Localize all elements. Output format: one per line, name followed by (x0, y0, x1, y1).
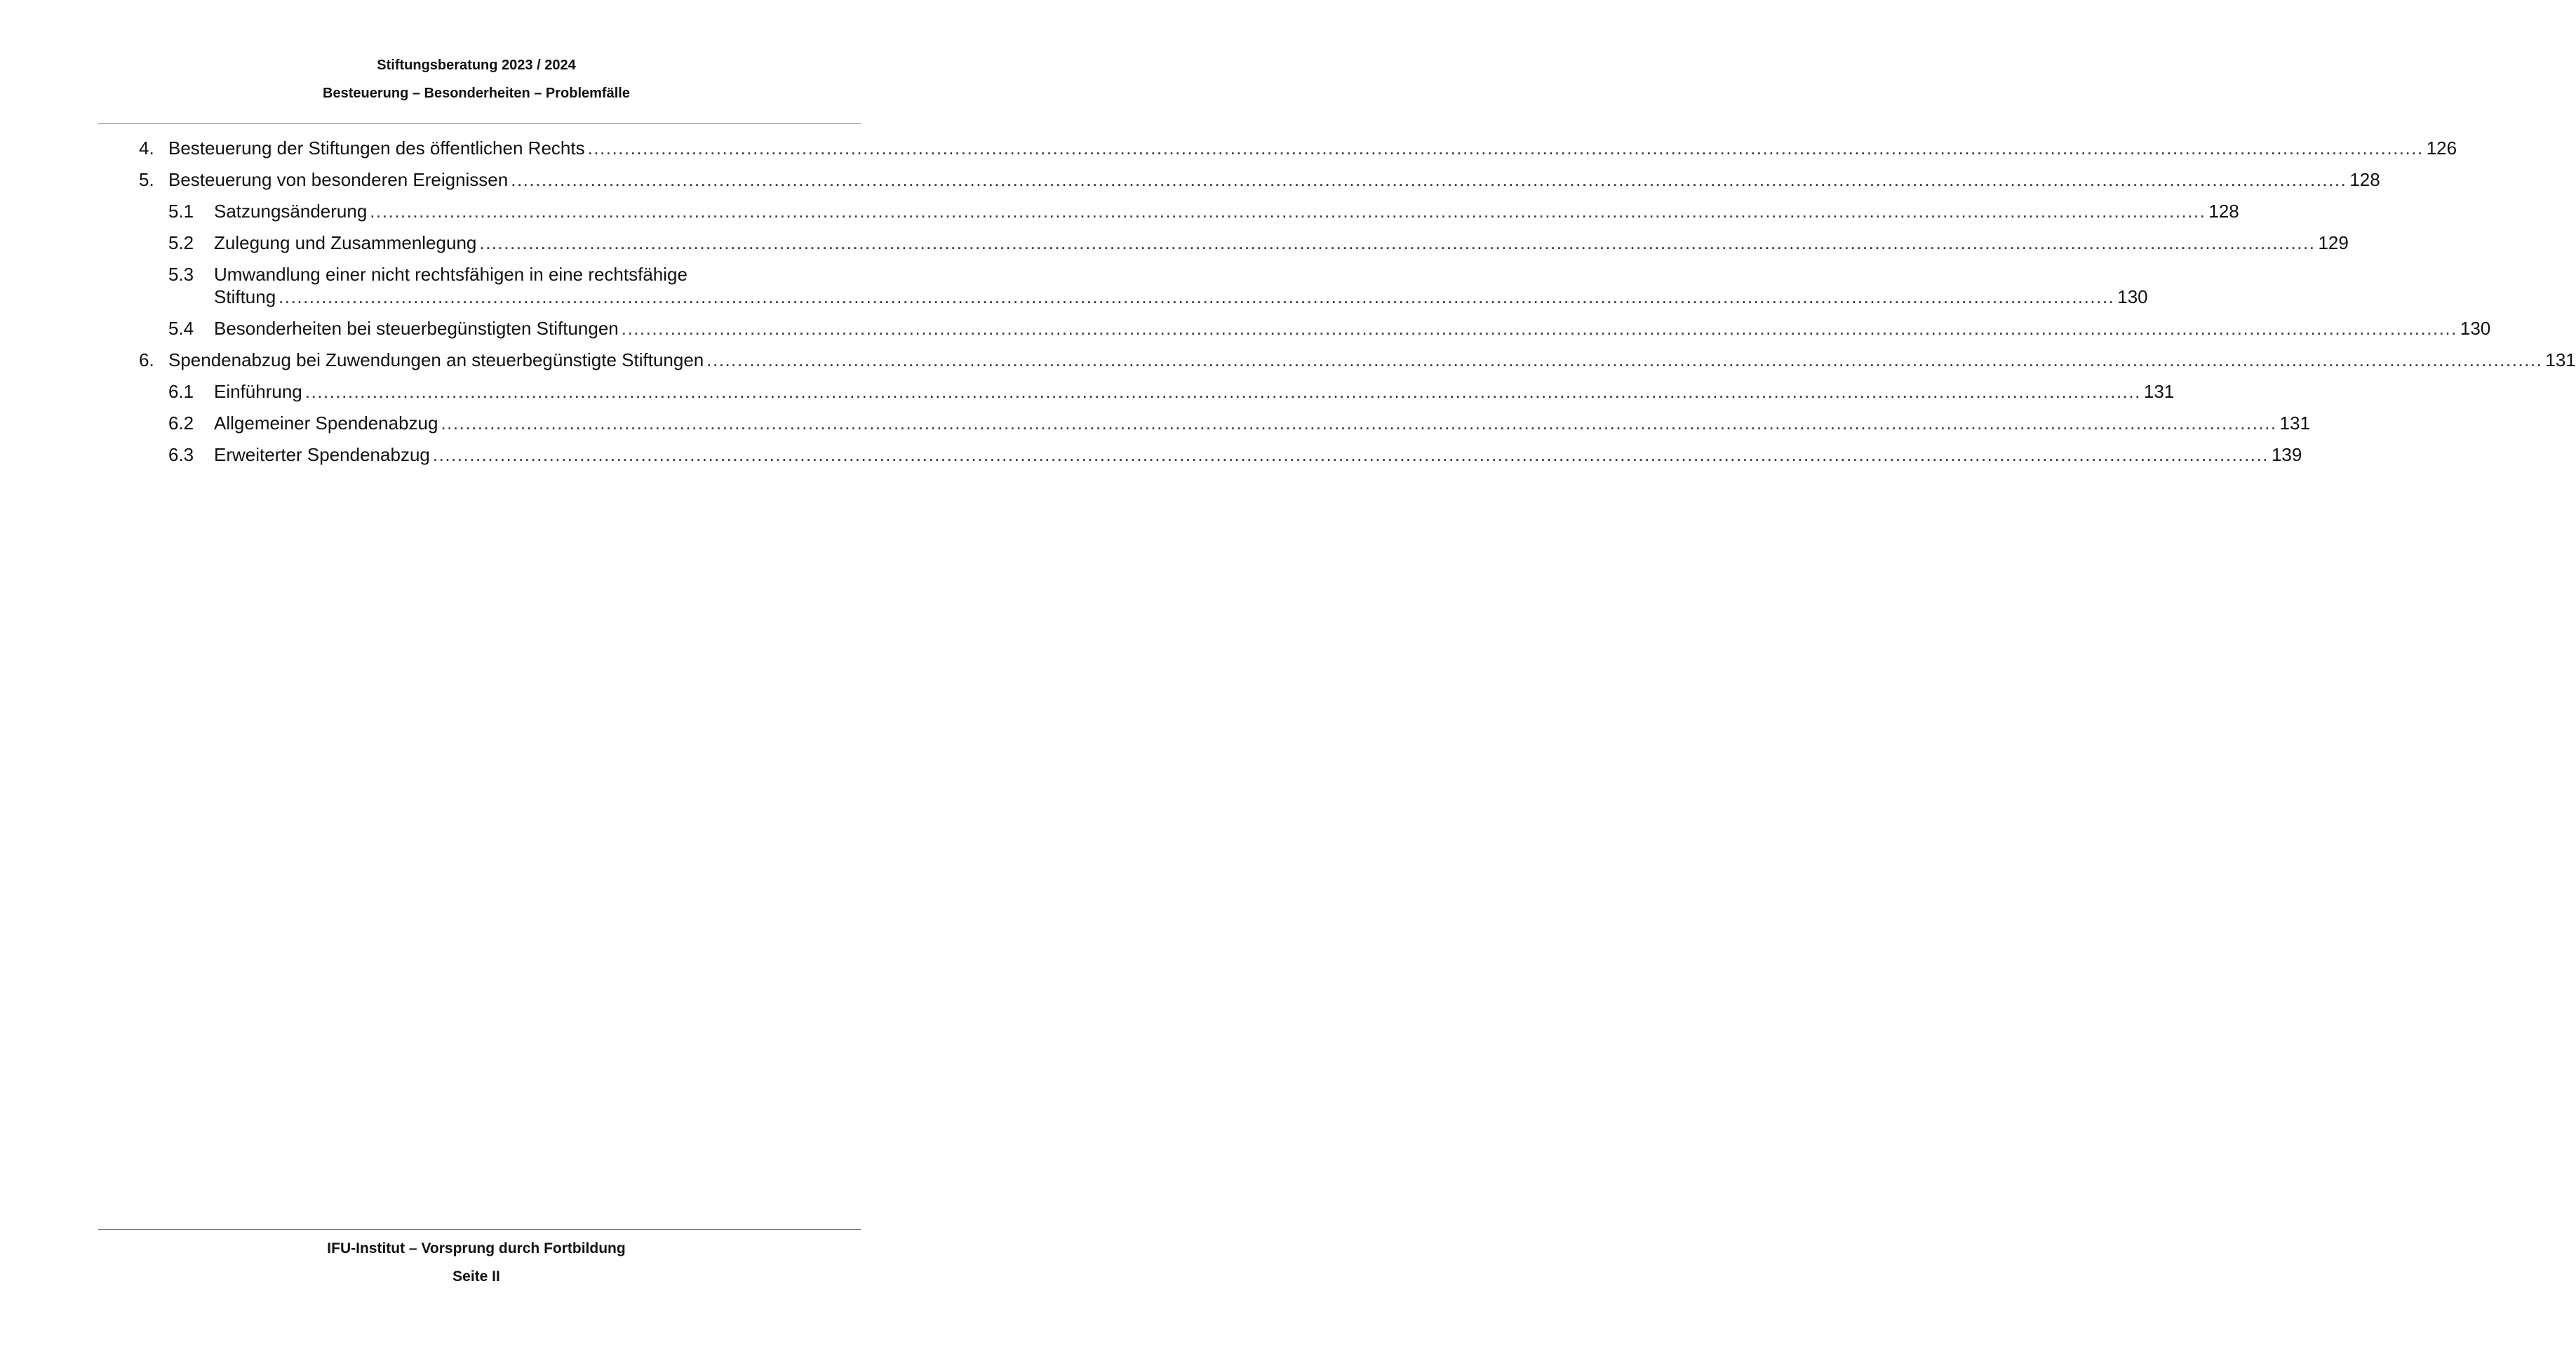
toc-entry-4[interactable] (0, 137, 2457, 159)
header-subtitle: Besteuerung – Besonderheiten – Problemfälle (323, 86, 630, 101)
toc-entry-5[interactable] (0, 168, 2380, 191)
toc-entry-number: 4. (139, 138, 154, 159)
toc-dot-leader: ............................................................................................................................................................................................................................................................................................................ (621, 318, 2457, 339)
toc-entry-5-4[interactable] (0, 317, 2491, 340)
toc-entry-page: 131 (2545, 349, 2576, 370)
toc-entry-page: 128 (2349, 169, 2380, 190)
toc-dot-leader: ............................................................................................................................................................................................................................................................................................................ (432, 444, 2269, 465)
toc-dot-leader: ............................................................................................................................................................................................................................................................................................................ (441, 413, 2277, 434)
header-title: Stiftungsberatung 2023 / 2024 (377, 58, 576, 73)
footer-title: IFU-Institut – Vorsprung durch Fortbildung (327, 1240, 626, 1256)
toc-entry-number: 5. (139, 169, 154, 190)
toc-entry-page: 131 (2279, 413, 2310, 434)
toc-entry-number: 5.4 (168, 318, 194, 339)
toc-entry-title: Besonderheiten bei steuerbegünstigten Stiftungen (214, 318, 619, 339)
toc-entry-number: 6.2 (168, 413, 194, 434)
toc-entry-page: 130 (2117, 286, 2148, 307)
toc-entry-title: Besteuerung der Stiftungen des öffentlichen Rechts (168, 138, 585, 159)
toc-entry-6-2[interactable] (0, 412, 2310, 434)
toc-entry-title: Besteuerung von besonderen Ereignissen (168, 169, 509, 190)
toc-entry-title: Satzungsänderung (214, 201, 368, 222)
toc-entry-title: Allgemeiner Spendenabzug (214, 413, 438, 434)
toc-dot-leader: ............................................................................................................................................................................................................................................................................................................ (279, 286, 2115, 307)
toc-entry-page: 126 (2426, 138, 2457, 159)
toc-entry-page: 139 (2271, 444, 2302, 465)
toc-entry-page: 130 (2460, 318, 2491, 339)
toc-entry-number: 5.3 (168, 264, 194, 285)
toc-entry-page: 131 (2143, 381, 2175, 402)
toc-entry-5-3[interactable] (0, 263, 2148, 308)
toc-dot-leader: ............................................................................................................................................................................................................................................................................................................ (511, 169, 2347, 190)
toc-entry-6[interactable] (0, 349, 2576, 371)
toc-dot-leader: ............................................................................................................................................................................................................................................................................................................ (370, 201, 2206, 222)
toc-entry-page: 129 (2318, 232, 2349, 253)
toc-entry-6-3[interactable] (0, 443, 2302, 466)
toc-entry-5-2[interactable] (0, 232, 2349, 254)
toc-entry-page: 128 (2208, 201, 2239, 222)
toc-entry-number: 6. (139, 349, 154, 370)
toc-entry-title: Einführung (214, 381, 302, 402)
toc-entry-title-line1: Umwandlung einer nicht rechtsfähigen in eine rechtsfähige (214, 264, 687, 285)
toc-entry-number: 6.3 (168, 444, 194, 465)
toc-entry-number: 6.1 (168, 381, 194, 402)
toc-entry-5-1[interactable] (0, 200, 2239, 222)
toc-entry-title: Zulegung und Zusammenlegung (214, 232, 477, 253)
footer-divider (98, 1229, 861, 1230)
toc-entry-number: 5.1 (168, 201, 194, 222)
toc-dot-leader: ............................................................................................................................................................................................................................................................................................................ (587, 138, 2424, 159)
toc-entry-title: Stiftung (214, 286, 276, 307)
toc-dot-leader: ............................................................................................................................................................................................................................................................................................................ (304, 381, 2141, 402)
footer-page-number: Seite II (452, 1268, 500, 1285)
header-divider (98, 123, 861, 124)
toc-dot-leader: ............................................................................................................................................................................................................................................................................................................ (706, 349, 2543, 370)
toc-entry-number: 5.2 (168, 232, 194, 253)
toc-entry-title: Erweiterter Spendenabzug (214, 444, 430, 465)
toc-dot-leader: ............................................................................................................................................................................................................................................................................................................ (479, 232, 2316, 253)
toc-entry-6-1[interactable] (0, 380, 2175, 403)
toc-entry-title: Spendenabzug bei Zuwendungen an steuerbegünstigte Stiftungen (168, 349, 704, 370)
